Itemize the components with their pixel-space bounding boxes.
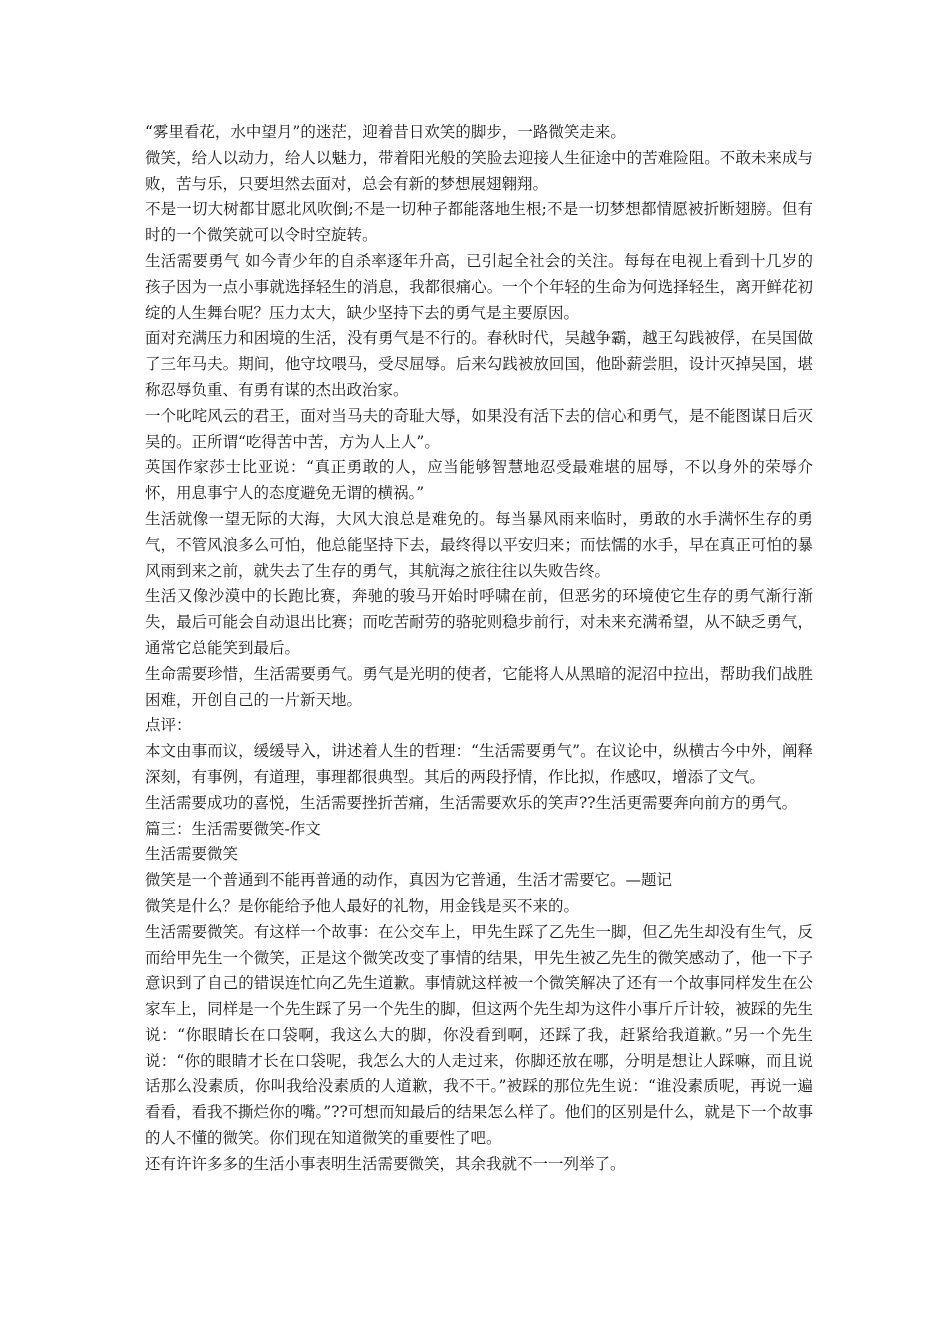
paragraph: 英国作家莎士比亚说：“真正勇敢的人，应当能够智慧地忍受最难堪的屈辱，不以身外的荣辱介怀，用息事宁人的态度避免无谓的横祸。” — [145, 458, 813, 503]
paragraph: 生活又像沙漠中的长跑比赛，奔驰的骏马开始时呼啸在前，但恶劣的环境使它生存的勇气渐行渐失，最后可能会自动退出比赛；而吃苦耐劳的骆驼则稳步前行，对未来充满希望，从不缺乏勇气，通常它总能笑到最后。 — [145, 587, 813, 657]
paragraph: 生活需要勇气 如今青少年的自杀率逐年升高，已引起全社会的关注。每每在电视上看到十几岁的孩子因为一点小事就选择轻生的消息，我都很痛心。一个个年轻的生命为何选择轻生，离开鲜花初绽的人生舞台呢？压力太大，缺少坚持下去的勇气是主要原因。 — [145, 251, 813, 322]
paragraph: 面对充满压力和困境的生活，没有勇气是不行的。春秋时代，吴越争霸，越王勾践被俘，在吴国做了三年马夫。期间，他守坟喂马，受尽屈辱。后来勾践被放回国，他卧薪尝胆，设计灭掉吴国，堪称忍辱负重、有勇有谋的杰出政治家。 — [145, 329, 813, 399]
paragraph: 还有许许多多的生活小事表明生活需要微笑，其余我就不一一列举了。 — [145, 1154, 626, 1173]
paragraph: 不是一切大树都甘愿北风吹倒;不是一切种子都能落地生根;不是一切梦想都情愿被折断翅膀。但有时的一个微笑就可以令时空旋转。 — [145, 200, 813, 245]
paragraph: 生活需要微笑。有这样一个故事：在公交车上，甲先生踩了乙先生一脚，但乙先生却没有生气，反而给甲先生一个微笑，正是这个微笑改变了事情的结果，甲先生被乙先生的微笑感动了，他一下子意识到了自己的错误连忙向乙先生道歉。事情就这样被一个微笑解决了还有一个故事同样发生在公家车上，同样是一个先生踩了另一个先生的脚，但这两个先生却为这件小事斤斤计较，被踩的先生说：“你眼睛长在口袋啊，我这么大的脚，你没看到啊，还踩了我，赶紧给我道歉。”另一个先生说：“你的眼睛才长在口袋呢，我怎么大的人走过来，你脚还放在哪，分明是想让人踩嘛，而且说话那么没素质，你叫我给没素质的人道歉，我不干。”被踩的那位先生说：“谁没素质呢，再说一遍看看，看我不撕烂你的嘴。”??可想而知最后的结果怎么样了。他们的区别是什么，就是下一个故事的人不懂的微笑。你们现在知道微笑的重要性了吧。 — [145, 922, 813, 1148]
comment-heading: 点评： — [145, 716, 192, 735]
paragraph: 生活需要成功的喜悦，生活需要挫折苦痛，生活需要欢乐的笑声??生活更需要奔向前方的勇气。 — [145, 793, 798, 812]
section-heading: 篇三：生活需要微笑-作文 — [145, 819, 321, 838]
paragraph: 本文由事而议，缓缓导入，讲述着人生的哲理：“生活需要勇气”。在议论中，纵横古今中外，阐释深刻，有事例，有道理，事理都很典型。其后的两段抒情，作比拟，作感叹，增添了文气。 — [145, 742, 813, 786]
paragraph: 微笑是什么？是你能给予他人最好的礼物，用金钱是买不来的。 — [145, 896, 580, 915]
paragraph: 生命需要珍惜，生活需要勇气。勇气是光明的使者，它能将人从黑暗的泥沼中拉出，帮助我们战胜困难，开创自己的一片新天地。 — [145, 664, 813, 709]
paragraph: 生活就像一望无际的大海，大风大浪总是难免的。每当暴风雨来临时，勇敢的水手满怀生存的勇气，不管风浪多么可怕，他总能坚持下去，最终得以平安归来；而怯懦的水手，早在真正可怕的暴风雨到来之前，就失去了生存的勇气，其航海之旅往往以失败告终。 — [145, 509, 813, 580]
paragraph: 一个叱咤风云的君王，面对当马夫的奇耻大辱，如果没有活下去的信心和勇气，是不能图谋日后灭吴的。正所谓“吃得苦中苦，方为人上人”。 — [145, 406, 813, 451]
document-body — [145, 120, 813, 1178]
paragraph: “雾里看花，水中望月”的迷茫，迎着昔日欢笑的脚步，一路微笑走来。 — [145, 123, 626, 141]
essay-title: 生活需要微笑 — [145, 845, 239, 864]
epigraph: 微笑是一个普通到不能再普通的动作，真因为它普通，生活才需要它。—题记 — [145, 871, 673, 890]
paragraph: 微笑，给人以动力，给人以魅力，带着阳光般的笑脸去迎接人生征途中的苦难险阻。不敢未来成与败，苦与乐，只要坦然去面对，总会有新的梦想展翅翱翔。 — [145, 148, 813, 193]
